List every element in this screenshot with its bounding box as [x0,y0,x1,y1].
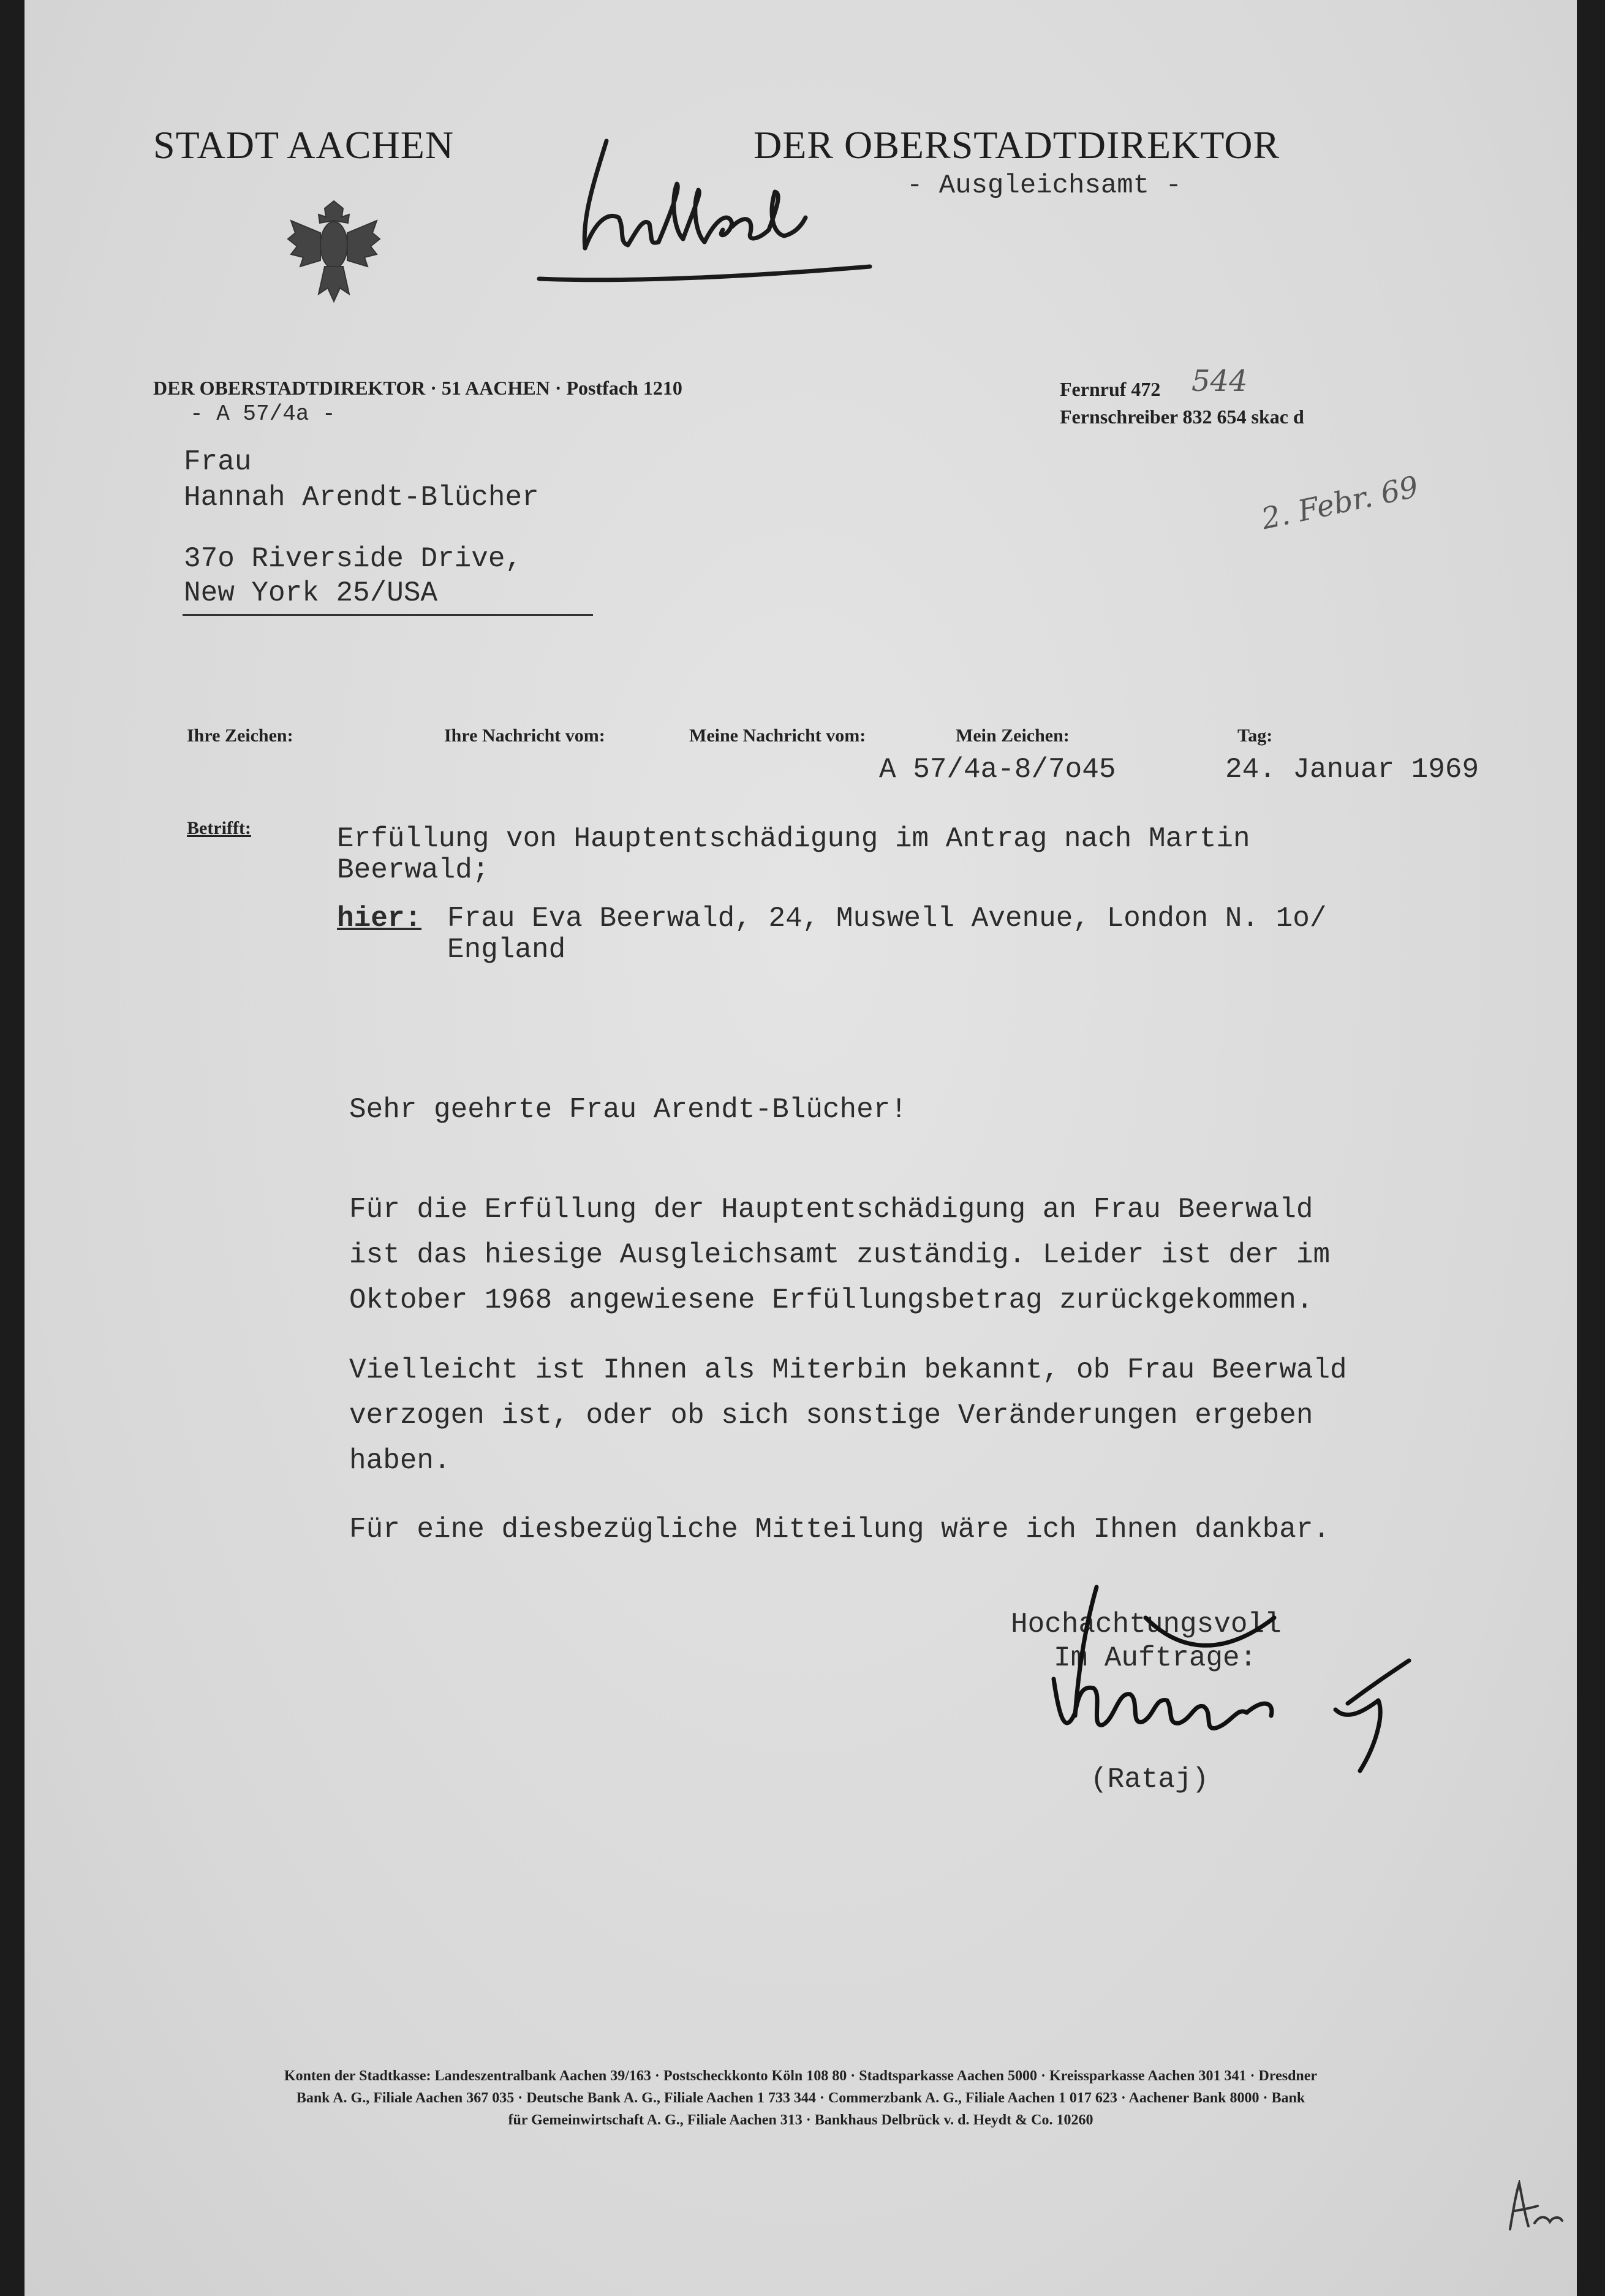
phone-label: Fernruf 472 [1060,378,1161,400]
letterhead-department: - Ausgleichsamt - [907,170,1182,201]
phone-extension: 544 [1191,364,1248,398]
city-eagle-crest-icon [282,196,386,306]
mein-zeichen-value: A 57/4a-8/7o45 [879,754,1116,786]
hier-line: Frau Eva Beerwald, 24, Muswell Avenue, London N. 1o/ [447,903,1327,934]
body-line: verzogen ist, oder ob sich sonstige Veränderungen ergeben [349,1400,1313,1431]
footer-bank-accounts: Bank A. G., Filiale Aachen 367 035 · Deutsche Bank A. G., Filiale Aachen 1 733 344 · Commerzbank A. G., Filiale Aachen 1 017 623 · Aachener Bank 8000 · Bank [296,2090,1305,2106]
received-date-note: 2. Febr. 69 [1258,469,1422,537]
subject-label: Betrifft: [187,818,251,838]
closing-authority: Im Auftrage: [1054,1642,1257,1674]
recipient-salutation: Frau [184,446,252,478]
body-line: haben. [349,1445,451,1477]
archive-initials-icon [1498,2180,1565,2235]
body-line: Für eine diesbezügliche Mitteilung wäre ich Ihnen dankbar. [349,1514,1331,1545]
label-ihre-nachricht: Ihre Nachricht vom: [444,726,605,746]
return-reference: - A 57/4a - [190,401,336,426]
label-tag: Tag: [1237,726,1273,746]
subject-line: Erfüllung von Hauptentschädigung im Antrag nach Martin [337,823,1250,855]
letterhead-office: DER OBERSTADTDIREKTOR [753,123,1280,167]
body-line: ist das hiesige Ausgleichsamt zuständig. Leider ist der im [349,1239,1331,1271]
recipient-city: New York 25/USA [184,577,438,609]
body-line: Oktober 1968 angewiesene Erfüllungsbetrag zurückgekommen. [349,1284,1313,1316]
label-ihre-zeichen: Ihre Zeichen: [187,726,293,746]
body-line: Vielleicht ist Ihnen als Miterbin bekannt, ob Frau Beerwald [349,1354,1347,1386]
recipient-street: 37o Riverside Drive, [184,543,523,575]
hier-line: England [447,934,566,966]
footer-bank-accounts: für Gemeinwirtschaft A. G., Filiale Aachen 313 · Bankhaus Delbrück v. d. Heydt & Co. 10260 [508,2112,1093,2128]
subject-line: Beerwald; [337,854,489,886]
label-mein-zeichen: Mein Zeichen: [956,726,1070,746]
greeting: Sehr geehrte Frau Arendt-Blücher! [349,1094,907,1126]
signer-name: (Rataj) [1090,1764,1209,1795]
recipient-name: Hannah Arendt-Blücher [184,482,539,513]
letter-date: 24. Januar 1969 [1225,754,1479,786]
letterhead-city: STADT AACHEN [153,123,455,167]
signature-icon [1017,1581,1458,1783]
closing-phrase: Hochachtungsvoll [1011,1608,1282,1640]
label-meine-nachricht: Meine Nachricht vom: [689,726,866,746]
letter-page [25,0,1577,2296]
return-address: DER OBERSTADTDIREKTOR · 51 AACHEN · Postfach 1210 [153,377,682,399]
telex-number: Fernschreiber 832 654 skac d [1060,406,1304,428]
airmail-handwritten-icon [527,126,907,309]
address-underline [183,614,593,616]
footer-bank-accounts: Konten der Stadtkasse: Landeszentralbank Aachen 39/163 · Postscheckkonto Köln 108 80 · Stadtsparkasse Aachen 5000 · Kreissparkasse Aachen 301 341 · Dresdner [284,2068,1318,2084]
hier-label: hier: [337,903,422,934]
body-line: Für die Erfüllung der Hauptentschädigung an Frau Beerwald [349,1194,1313,1226]
